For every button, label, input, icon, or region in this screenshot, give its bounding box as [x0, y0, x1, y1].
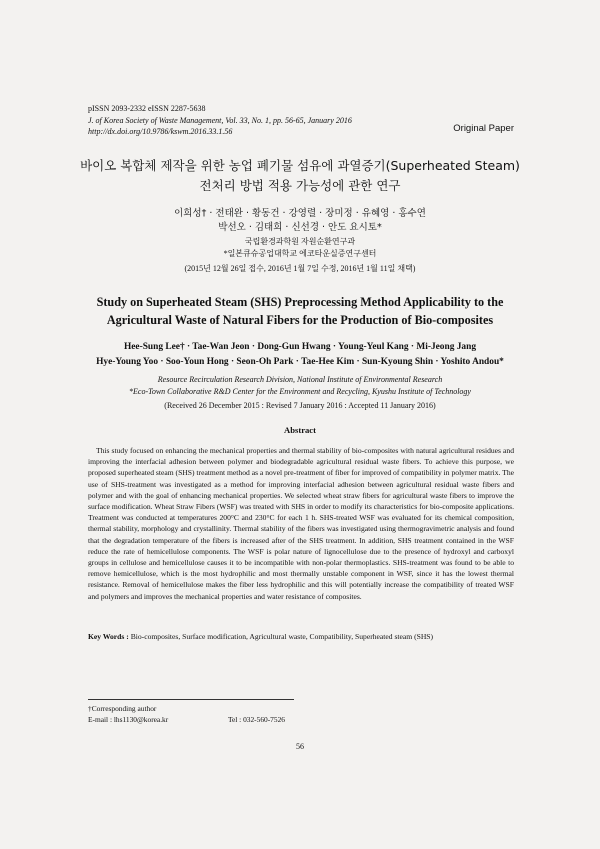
english-authors-line: Hye-Young Yoo · Soo-Youn Hong · Seon-Oh Park · Tae-Hee Kim · Sun-Kyoung Shin · Yoshito Andou* — [96, 357, 504, 367]
korean-dates: (2015년 12월 26일 접수, 2016년 1월 7일 수정, 2016년 1월 11일 채택) — [184, 264, 416, 273]
korean-title — [0, 156, 600, 196]
keywords-label: Key Words : — [88, 632, 129, 641]
page-number: 56 — [296, 742, 304, 751]
keywords-text: Bio-composites, Surface modification, Agricultural waste, Compatibility, Superheated steam (SHS) — [130, 632, 434, 641]
author-email: E-mail : lhs1130@korea.kr — [88, 714, 169, 724]
abstract-heading: Abstract — [284, 425, 316, 435]
english-title-line: Agricultural Waste of Natural Fibers for the Production of Bio-composites — [106, 313, 494, 327]
english-dates: (Received 26 December 2015 : Revised 7 January 2016 : Accepted 11 January 2016) — [164, 401, 436, 410]
english-affiliations — [0, 374, 600, 398]
korean-affiliation: 국립환경과학원 자원순환연구과 — [244, 237, 356, 246]
doi-link[interactable]: http://dx.doi.org/10.9786/kswm.2016.33.1.56 — [88, 127, 233, 136]
korean-authors — [0, 207, 600, 235]
korean-affiliations — [0, 236, 600, 259]
corresponding-author: †Corresponding author — [88, 704, 157, 713]
korean-title-line: 전처리 방법 적용 가능성에 관한 연구 — [199, 178, 401, 193]
korean-authors-line: 박선오 · 김태희 · 신선경 · 안도 요시토* — [218, 222, 382, 233]
footnote-divider — [88, 699, 294, 700]
english-affiliation: Resource Recirculation Research Division, National Institute of Environmental Research — [157, 375, 443, 384]
korean-affiliation: *일본큐슈공업대학교 에코타운실증연구센터 — [223, 248, 377, 258]
korean-title-line: 바이오 복합체 제작을 위한 농업 폐기물 섬유에 과열증기(Superheated Steam) — [80, 158, 520, 173]
author-phone: Tel : 032-560-7526 — [228, 714, 285, 724]
article-type-label: Original Paper — [453, 123, 514, 134]
journal-citation: J. of Korea Society of Waste Management, Vol. 33, No. 1, pp. 56-65, January 2016 — [88, 115, 352, 125]
english-title-line: Study on Superheated Steam (SHS) Preprocessing Method Applicability to the — [96, 295, 504, 309]
english-authors — [0, 340, 600, 370]
keywords — [88, 632, 514, 641]
english-authors-line: Hee-Sung Lee† · Tae-Wan Jeon · Dong-Gun Hwang · Young-Yeul Kang · Mi-Jeong Jang — [123, 342, 477, 352]
english-affiliation: *Eco-Town Collaborative R&D Center for the Environment and Recycling, Kyushu Institute of Technology — [129, 387, 471, 396]
issn-line: pISSN 2093-2332 eISSN 2287-5638 — [88, 104, 206, 113]
journal-header — [88, 103, 352, 138]
footnote — [88, 704, 285, 725]
english-title — [0, 293, 600, 329]
korean-authors-line: 이희성† · 전태완 · 황동건 · 강영렬 · 장미정 · 유혜영 · 홍수연 — [174, 208, 426, 219]
abstract-body: This study focused on enhancing the mechanical properties and thermal stability of bio-composites with natural agricultural residues and improving the interfacial adhesion between polymer and biodegradable agricultural residual waste fibers. To achieve this purpose, we proposed superheated steam (SHS) treatment method as a novel pre-treatment of fiber for improved of compatibility in polymer matrix. The use of SHS-treatment was investigated as a method for improving interfacial adhesion between agricultural residual waste fibers and polymer and with the goal of enhancing mechanical properties. We selected wheat straw fibers for agricultural waste fibers to improve the surface modification. Wheat Straw Fibers (WSF) was treated with SHS in order to modify its characteristics for bio-composite applications. Treatment was conducted at temperatures 200°C and 230°C for each 1 h. SHS-treated WSF was evaluated for its chemical composition, thermal stability, morphology and crystallinity. Thermal stability of the fibers was investigated using thermogravimetric analysis and found that the degradation temperature of the fibers is increased after of the SHS treatment. In addition, SHS treatment contained in the WSF reduce the rate of hemicellulose components. The WSF is polar nature of lignocellulose due to the presence of hydroxyl and carboxyl groups in cellulose and hemicellulose causes it to be incompatible with non-polar thermoplastics. SHS-treatment was found to be able to remove hemicellulose, which is the most hydrophilic and most thermally unstable component in WSF, since it has the lowest thermal resistance. Removal of hemicellulose makes the fiber less hydrophilic and this will potentially increase the compatibility of treated WSF and polymers and improves the mechanical properties and water resistance of composites. — [88, 446, 514, 601]
